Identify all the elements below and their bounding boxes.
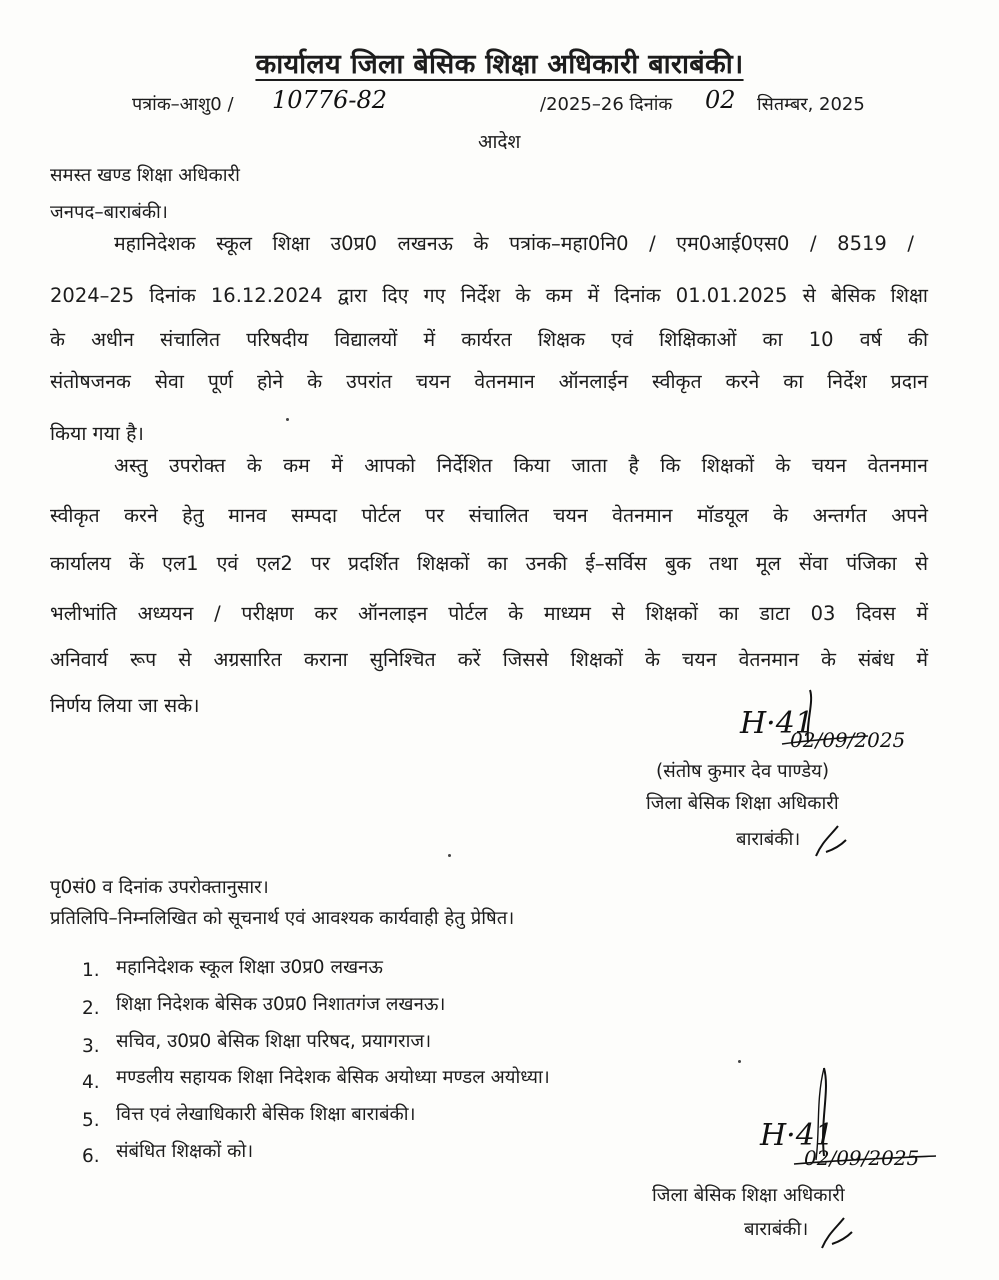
copy-list-item: सचिव, उ0प्र0 बेसिक शिक्षा परिषद, प्रयागराज। xyxy=(116,1031,432,1052)
paper-speck xyxy=(286,418,289,421)
signatory-place: बाराबंकी। xyxy=(744,1219,809,1240)
copy-list-item: वित्त एवं लेखाधिकारी बेसिक शिक्षा बाराबंकी। xyxy=(116,1104,416,1125)
paragraph-1-line: के अधीन संचालित परिषदीय विद्यालयों में कार्यरत शिक्षक एवं शिक्षिकाओं का 10 वर्ष की xyxy=(50,328,928,351)
copy-list-number: 3. xyxy=(82,1036,100,1057)
copy-list-number: 4. xyxy=(82,1072,100,1093)
order-title: आदेश xyxy=(478,131,521,153)
copy-list-item: महानिदेशक स्कूल शिक्षा उ0प्र0 लखनऊ xyxy=(116,957,383,978)
copy-list-number: 1. xyxy=(82,960,100,981)
paragraph-2-line: अनिवार्य रूप से अग्रसारित कराना सुनिश्चित करें जिससे शिक्षकों के चयन वेतनमान के संबंध में xyxy=(50,648,928,671)
copy-list-item: शिक्षा निदेशक बेसिक उ0प्र0 निशातगंज लखनऊ। xyxy=(116,994,446,1015)
paper-speck xyxy=(448,854,451,857)
paragraph-1-line: किया गया है। xyxy=(50,422,144,445)
initial-mark xyxy=(812,822,852,862)
signature-date: 02/09/2025 xyxy=(790,728,906,752)
paragraph-2-line: अस्तु उपरोक्त के कम में आपको निर्देशित किया जाता है कि शिक्षकों के चयन वेतनमान xyxy=(114,454,928,477)
letter-number: 10776-82 xyxy=(272,86,387,114)
copy-list-item: संबंधित शिक्षकों को। xyxy=(116,1141,254,1162)
paragraph-2-line: स्वीकृत करने हेतु मानव सम्पदा पोर्टल पर संचालित चयन वेतनमान मॉडयूल के अन्तर्गत अपने xyxy=(50,504,928,527)
signatory-name: (संतोष कुमार देव पाण्डेय) xyxy=(656,761,830,782)
copy-list-number: 2. xyxy=(82,998,100,1019)
paragraph-1-line: महानिदेशक स्कूल शिक्षा उ0प्र0 लखनऊ के पत्रांक–महा0नि0 / एम0आई0एस0 / 8519 / xyxy=(114,232,914,255)
copy-reference: पृ0सं0 व दिनांक उपरोक्तानुसार। xyxy=(50,877,269,898)
copy-forwarded-to: प्रतिलिपि–निम्नलिखित को सूचनार्थ एवं आवश्यक कार्यवाही हेतु प्रेषित। xyxy=(50,908,515,929)
letter-date-month-year: सितम्बर, 2025 xyxy=(757,94,865,115)
addressee-line-1: समस्त खण्ड शिक्षा अधिकारी xyxy=(50,165,240,186)
paper-speck xyxy=(738,1060,741,1063)
letter-number-prefix: पत्रांक–आशु0 / xyxy=(132,94,234,115)
paragraph-2-line: निर्णय लिया जा सके। xyxy=(50,694,200,717)
signatory-designation: जिला बेसिक शिक्षा अधिकारी xyxy=(646,793,839,814)
paragraph-1-line: 2024–25 दिनांक 16.12.2024 द्वारा दिए गए निर्देश के कम में दिनांक 01.01.2025 से बेसिक शिक्षा xyxy=(50,284,928,307)
copy-list-item: मण्डलीय सहायक शिक्षा निदेशक बेसिक अयोध्या मण्डल अयोध्या। xyxy=(116,1067,550,1088)
letter-date-prefix: /2025–26 दिनांक xyxy=(540,94,673,115)
signatory-designation: जिला बेसिक शिक्षा अधिकारी xyxy=(652,1185,845,1206)
office-heading xyxy=(0,44,999,81)
office-heading-text: कार्यालय जिला बेसिक शिक्षा अधिकारी बाराबंकी। xyxy=(255,49,744,80)
signature-date: 02/09/2025 xyxy=(804,1146,920,1170)
copy-list-number: 5. xyxy=(82,1110,100,1131)
paragraph-2-line: भलीभांति अध्ययन / परीक्षण कर ऑनलाइन पोर्टल के माध्यम से शिक्षकों का डाटा 03 दिवस में xyxy=(50,602,928,625)
paragraph-2-line: कार्यालय कें एल1 एवं एल2 पर प्रदर्शित शिक्षकों का उनकी ई–सर्विस बुक तथा मूल सेंवा पंजिका से xyxy=(50,552,928,575)
addressee-line-2: जनपद–बाराबंकी। xyxy=(50,202,168,223)
copy-list-number: 6. xyxy=(82,1146,100,1167)
signature-initials: H·41 xyxy=(760,1118,834,1153)
signature-scribble xyxy=(730,682,870,752)
letter-date-day: 02 xyxy=(705,86,736,114)
signature-initials: H·41 xyxy=(740,706,814,741)
paragraph-1-line: संतोषजनक सेवा पूर्ण होने के उपरांत चयन वेतनमान ऑनलाईन स्वीकृत करने का निर्देश प्रदान xyxy=(50,370,928,393)
initial-mark xyxy=(818,1214,858,1254)
signatory-place: बाराबंकी। xyxy=(736,829,801,850)
